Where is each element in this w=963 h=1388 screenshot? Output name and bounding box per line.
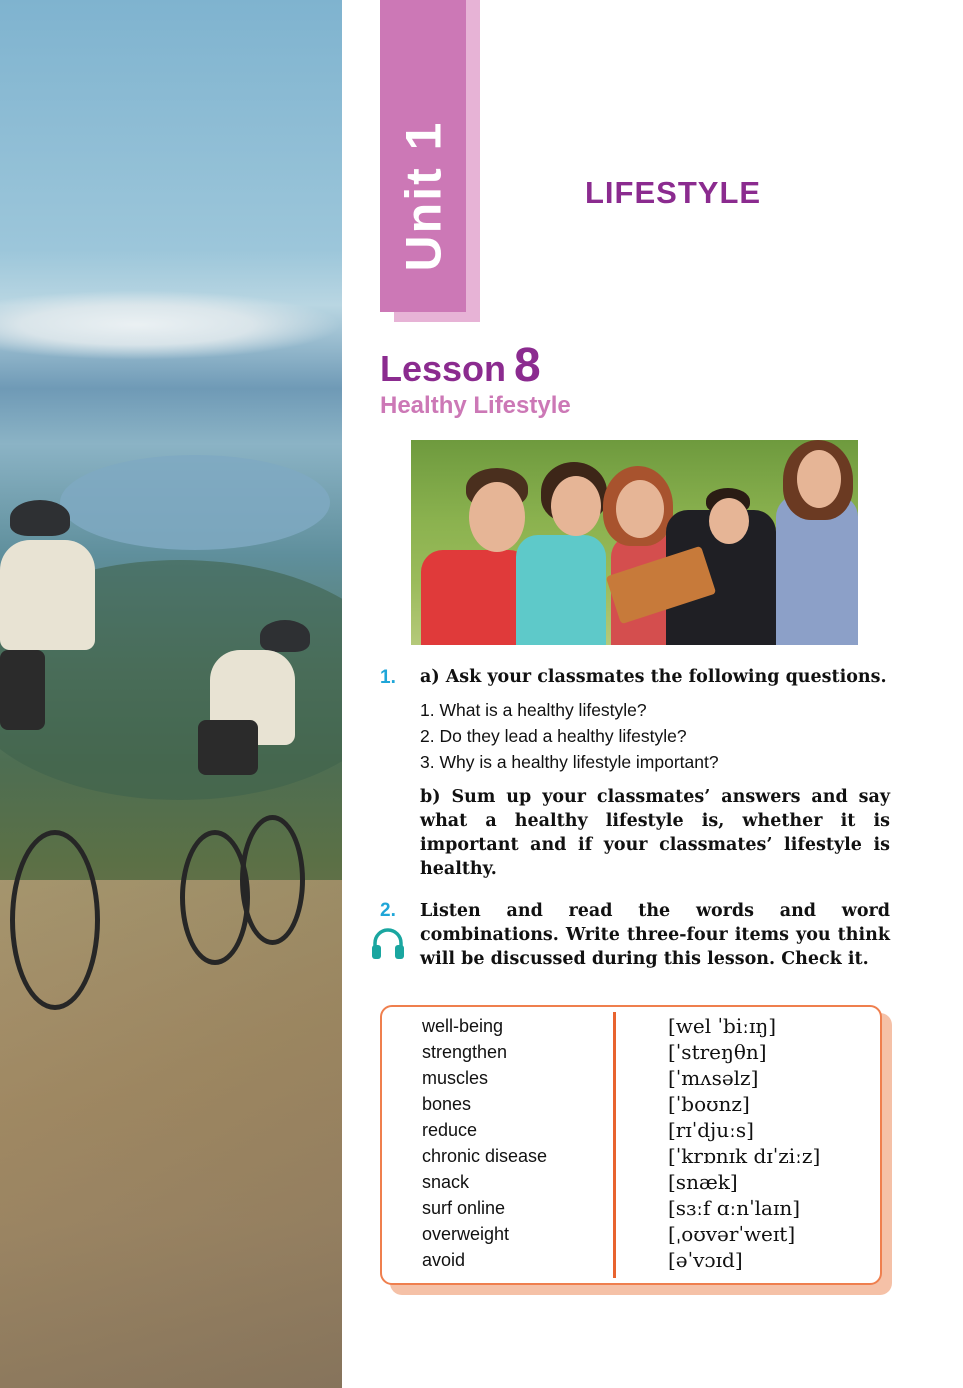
students-photo xyxy=(411,440,858,645)
vocab-pronunciation: [ˈmʌsəlz] xyxy=(668,1066,759,1090)
pronunciation-column xyxy=(668,1013,820,1273)
question-list xyxy=(420,697,719,775)
vocab-pronunciation: [snæk] xyxy=(668,1170,738,1194)
question-item: 3. Why is a healthy lifestyle important? xyxy=(420,752,719,772)
exercise-2-instruction: Listen and read the words and word combinations. Write three-four items you think will be discussed during this lesson. Check it. xyxy=(420,901,890,969)
vocab-pronunciation: [sɜːf ɑːnˈlaɪn] xyxy=(668,1196,801,1220)
vocab-pronunciation: [ˈstreŋθn] xyxy=(668,1040,767,1064)
vocab-word: reduce xyxy=(422,1120,478,1140)
headphones-icon xyxy=(370,925,406,961)
unit-label: Unit 1 xyxy=(395,120,451,272)
vocab-word: strengthen xyxy=(422,1042,508,1062)
lesson-word: Lesson xyxy=(380,348,507,389)
exercise-2-number: 2. xyxy=(380,900,396,921)
question-item: 1. What is a healthy lifestyle? xyxy=(420,700,647,720)
word-divider xyxy=(613,1012,616,1278)
vocab-word: muscles xyxy=(422,1068,489,1088)
vocab-word: chronic disease xyxy=(422,1146,548,1166)
lesson-heading xyxy=(380,338,541,393)
word-column xyxy=(422,1013,547,1273)
vocab-pronunciation: [wel ˈbiːɪŋ] xyxy=(668,1014,777,1038)
cyclist-2 xyxy=(180,620,330,960)
vocab-pronunciation: [ˈboʊnz] xyxy=(668,1092,750,1116)
vocab-pronunciation: [ˈkrɒnɪk dɪˈziːz] xyxy=(668,1144,821,1168)
vocab-word: surf online xyxy=(422,1198,506,1218)
vocab-word: snack xyxy=(422,1172,470,1192)
vocab-word: well-being xyxy=(422,1016,504,1036)
vocab-word: avoid xyxy=(422,1250,466,1270)
vocab-word: bones xyxy=(422,1094,472,1114)
cyclist-1 xyxy=(0,500,140,1020)
vocab-pronunciation: [ˌoʊvərˈweɪt] xyxy=(668,1222,796,1246)
exercise-1b-instruction: b) Sum up your classmates’ answers and say what a healthy lifestyle is, whether it is important and if your classmates’ lifestyle is healthy. xyxy=(420,787,890,879)
vocab-word: overweight xyxy=(422,1224,510,1244)
vocab-pronunciation: [rɪˈdjuːs] xyxy=(668,1118,754,1142)
lesson-number: 8 xyxy=(514,339,541,392)
cycling-photo xyxy=(0,0,342,1388)
exercise-1a-instruction: a) Ask your classmates the following questions. xyxy=(420,667,887,687)
vocab-pronunciation: [əˈvɔɪd] xyxy=(668,1248,743,1272)
question-item: 2. Do they lead a healthy lifestyle? xyxy=(420,726,687,746)
exercise-1-number: 1. xyxy=(380,667,396,688)
cloud-layer xyxy=(0,290,342,360)
unit-title: LIFESTYLE xyxy=(585,175,762,210)
lesson-subtitle: Healthy Lifestyle xyxy=(380,392,571,419)
